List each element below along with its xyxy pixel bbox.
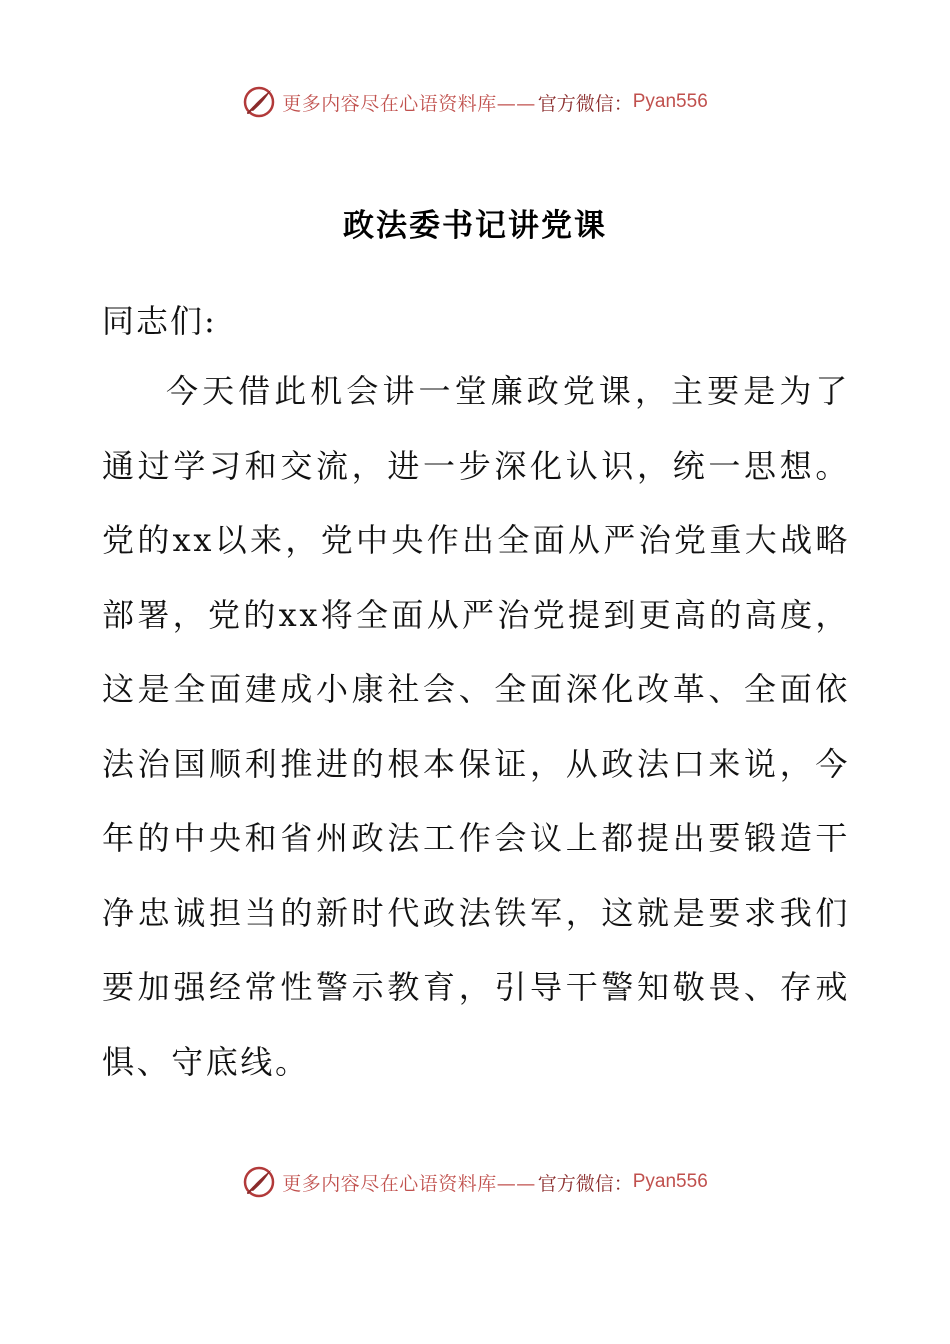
quill-pen-logo-icon bbox=[242, 1165, 276, 1199]
footer-banner bbox=[0, 1162, 950, 1202]
banner-text: 更多内容尽在心语资料库—— bbox=[282, 92, 536, 115]
banner-wechat-id: Pyan556 bbox=[632, 1171, 708, 1192]
body-paragraph: 今天借此机会讲一堂廉政党课，主要是为了通过学习和交流，进一步深化认识，统一思想。党的xx以来，党中央作出全面从严治党重大战略部署，党的xx将全面从严治党提到更高的高度，这是全面建成小康社会、全面深化改革、全面依法治国顺利推进的根本保证，从政法口来说，今年的中央和省州政法工作会议上都提出要锻造干净忠诚担当的新时代政法铁军，这就是要求我们要加强经常性警示教育，引导干警知敬畏、存戒惧、守底线。 bbox=[102, 372, 850, 1081]
document-title: 政法委书记讲党课 bbox=[343, 208, 607, 244]
banner-wechat-id: Pyan556 bbox=[632, 91, 708, 112]
banner-wechat-label: 官方微信： bbox=[537, 92, 633, 115]
quill-pen-logo-icon bbox=[242, 85, 276, 119]
header-banner bbox=[0, 82, 950, 122]
banner-wechat-label: 官方微信： bbox=[537, 1172, 633, 1195]
banner-text: 更多内容尽在心语资料库—— bbox=[282, 1172, 536, 1195]
salutation: 同志们: bbox=[102, 302, 217, 340]
